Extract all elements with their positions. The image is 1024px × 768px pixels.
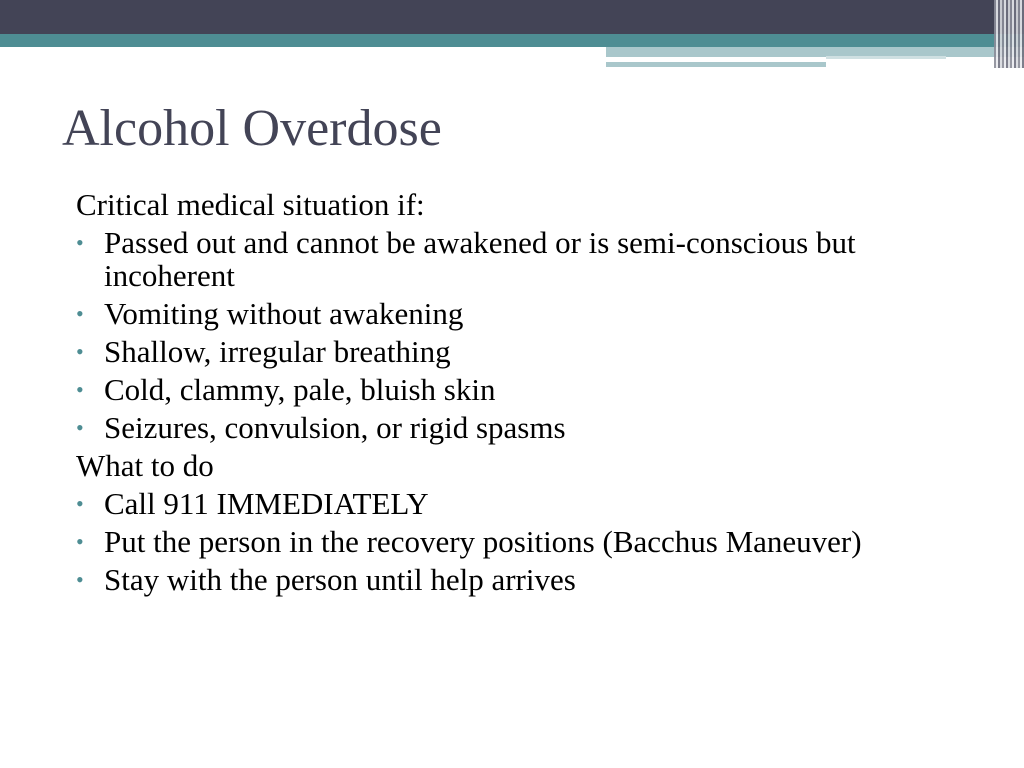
bullet-item: [76, 297, 956, 330]
slide-title: Alcohol Overdose: [62, 100, 442, 157]
bullet-text: Call 911 IMMEDIATELY: [104, 486, 429, 521]
bullet-dot-icon: •: [76, 567, 84, 592]
header-band-teal: [0, 34, 1024, 47]
slide-body: [76, 188, 956, 601]
header-band-dark: [0, 0, 1024, 34]
bullet-text: Stay with the person until help arrives: [104, 562, 576, 597]
bullet-text: Passed out and cannot be awakened or is semi-conscious but incoherent: [104, 225, 856, 293]
bullet-item: [76, 411, 956, 444]
header-band-thin-secondary: [826, 56, 946, 59]
section-critical-heading: Critical medical situation if:: [76, 187, 425, 222]
bullet-dot-icon: •: [76, 230, 84, 255]
bullet-item: [76, 563, 956, 596]
bullet-item: [76, 487, 956, 520]
bullet-dot-icon: •: [76, 301, 84, 326]
bullet-item: [76, 373, 956, 406]
bullet-text: Seizures, convulsion, or rigid spasms: [104, 410, 566, 445]
bullet-item: [76, 335, 956, 368]
header-edge-stripes: [994, 0, 1024, 68]
bullet-text: Shallow, irregular breathing: [104, 334, 451, 369]
bullet-text: Vomiting without awakening: [104, 296, 464, 331]
bullet-dot-icon: •: [76, 339, 84, 364]
header-band-light: [606, 47, 1024, 57]
bullet-dot-icon: •: [76, 415, 84, 440]
bullet-text: Cold, clammy, pale, bluish skin: [104, 372, 496, 407]
header-band-thin: [606, 62, 826, 67]
bullet-dot-icon: •: [76, 377, 84, 402]
bullet-dot-icon: •: [76, 529, 84, 554]
section-what-to-do-heading: What to do: [76, 448, 214, 483]
bullet-item: [76, 226, 956, 292]
bullet-text: Put the person in the recovery positions (Bacchus Maneuver): [104, 524, 862, 559]
bullet-dot-icon: •: [76, 491, 84, 516]
bullet-item: [76, 525, 956, 558]
